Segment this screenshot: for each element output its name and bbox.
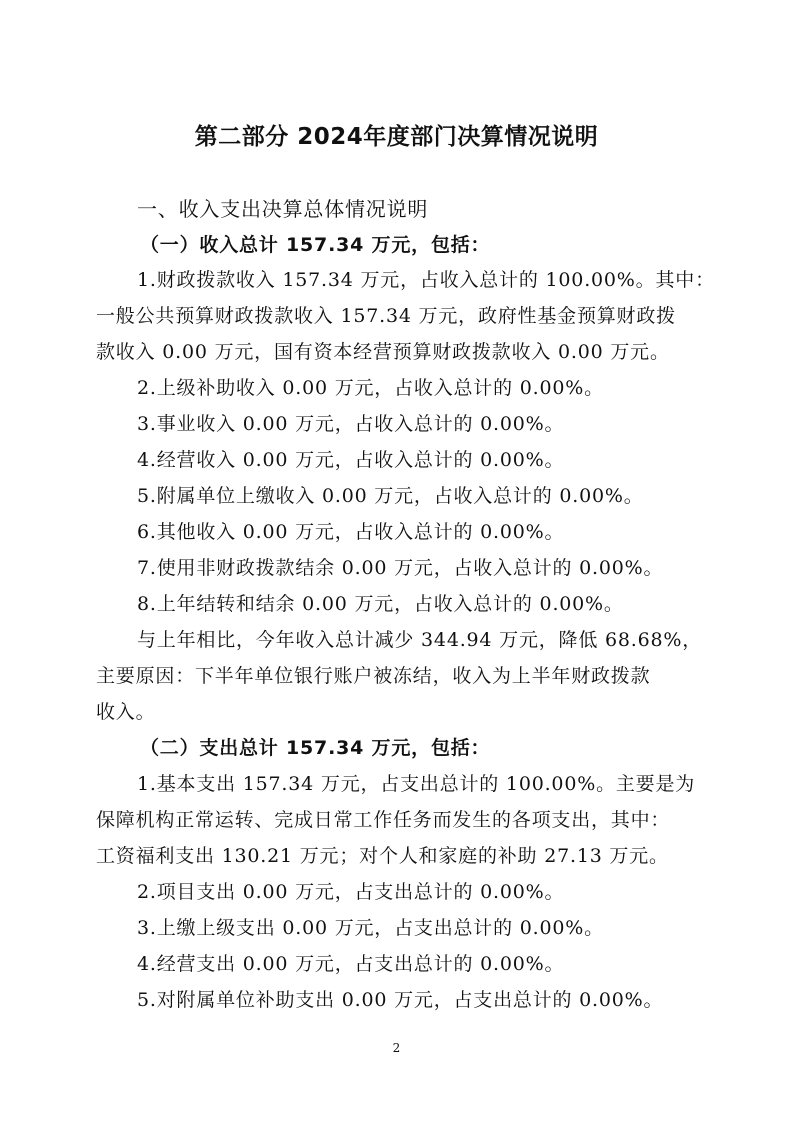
- page-title: 第二部分 2024年度部门决算情况说明: [194, 124, 599, 150]
- income-item-4: 4.经营收入 0.00 万元，占收入总计的 0.00%。: [137, 449, 565, 471]
- income-comparison-line-2: 主要原因：下半年单位银行账户被冻结，收入为上半年财政拨款: [96, 665, 651, 687]
- income-comparison-line-1: 与上年相比，今年收入总计减少 344.94 万元，降低 68.68%，: [137, 629, 703, 651]
- section-heading-income-expense: 一、收入支出决算总体情况说明: [137, 197, 429, 221]
- income-item-1-line-2: 一般公共预算财政拨款收入 157.34 万元，政府性基金预算财政拨: [96, 305, 676, 327]
- income-item-6: 6.其他收入 0.00 万元，占收入总计的 0.00%。: [137, 521, 565, 543]
- income-item-1-line-1: 1.财政拨款收入 157.34 万元，占收入总计的 100.00%。其中：: [137, 269, 715, 291]
- expense-item-1-line-2: 保障机构正常运转、完成日常工作任务而发生的各项支出，其中：: [96, 809, 671, 831]
- page-number: 2: [392, 1041, 401, 1055]
- expense-item-1-line-1: 1.基本支出 157.34 万元，占支出总计的 100.00%。主要是为: [137, 773, 696, 795]
- expense-total-heading: （二）支出总计 157.34 万元，包括：: [140, 737, 491, 759]
- income-item-5: 5.附属单位上缴收入 0.00 万元，占收入总计的 0.00%。: [137, 485, 644, 507]
- income-item-7: 7.使用非财政拨款结余 0.00 万元，占收入总计的 0.00%。: [137, 557, 664, 579]
- expense-item-3: 3.上缴上级支出 0.00 万元，占支出总计的 0.00%。: [137, 917, 604, 939]
- expense-item-1-line-3: 工资福利支出 130.21 万元；对个人和家庭的补助 27.13 万元。: [96, 845, 669, 867]
- expense-item-5: 5.对附属单位补助支出 0.00 万元，占支出总计的 0.00%。: [137, 989, 664, 1011]
- expense-item-4: 4.经营支出 0.00 万元，占支出总计的 0.00%。: [137, 953, 565, 975]
- income-total-heading: （一）收入总计 157.34 万元，包括：: [140, 234, 491, 256]
- income-item-8: 8.上年结转和结余 0.00 万元，占收入总计的 0.00%。: [137, 593, 624, 615]
- income-item-3: 3.事业收入 0.00 万元，占收入总计的 0.00%。: [137, 413, 565, 435]
- income-item-1-line-3: 款收入 0.00 万元，国有资本经营预算财政拨款收入 0.00 万元。: [96, 341, 670, 363]
- income-comparison-line-3: 收入。: [96, 701, 156, 723]
- income-item-2: 2.上级补助收入 0.00 万元，占收入总计的 0.00%。: [137, 377, 604, 399]
- expense-item-2: 2.项目支出 0.00 万元，占支出总计的 0.00%。: [137, 881, 565, 903]
